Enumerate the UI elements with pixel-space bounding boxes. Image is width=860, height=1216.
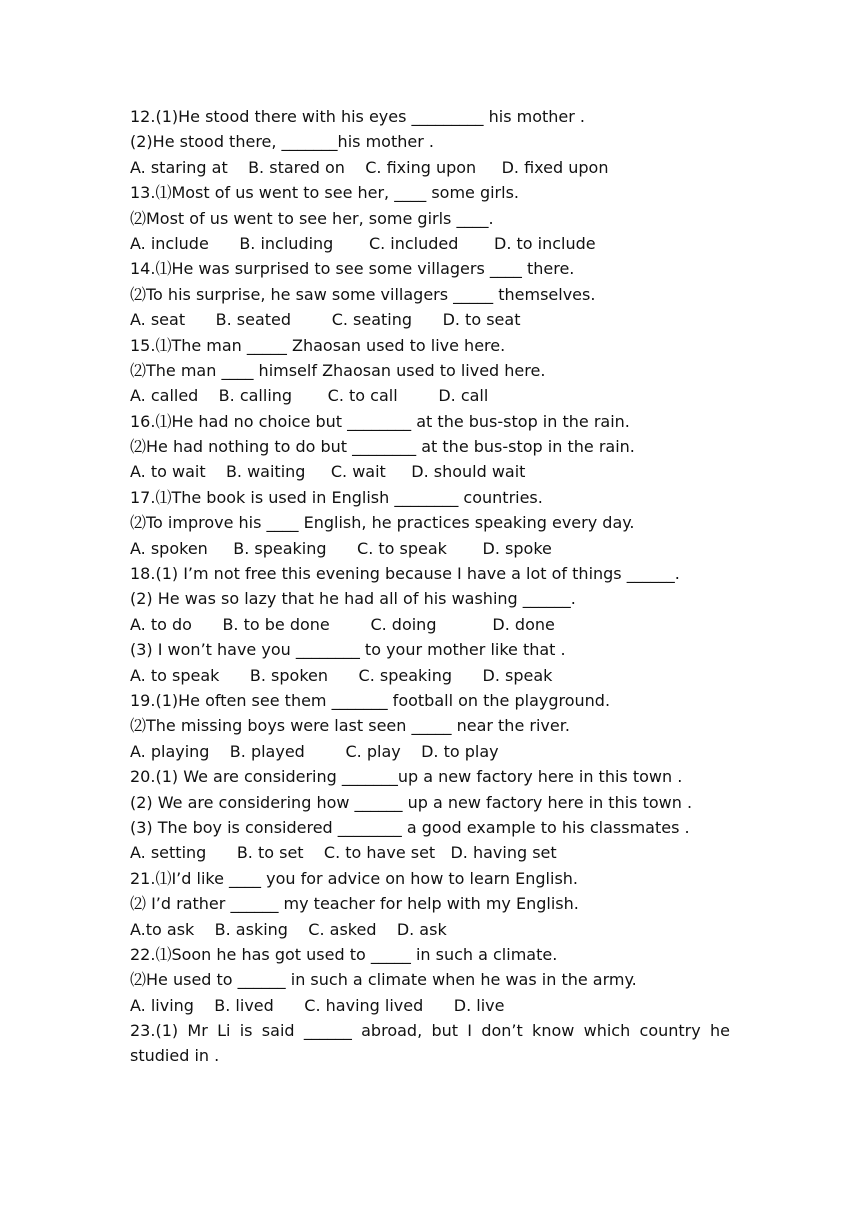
text-line: 20.(1) We are considering _______up a new factory here in this town . [130, 767, 683, 787]
text-line: ⑵He had nothing to do but ________ at the bus-stop in the rain. [130, 437, 635, 457]
answer-options: A. include B. including C. included D. to include [130, 233, 596, 253]
text-line: 16.⑴He had no choice but ________ at the bus-stop in the rain. [130, 411, 630, 431]
answer-options: A. living B. lived C. having lived D. live [130, 995, 505, 1015]
exercise-text [130, 104, 730, 1069]
text-line: 19.(1)He often see them _______ football on the playground. [130, 690, 611, 710]
text-line: 15.⑴The man _____ Zhaosan used to live here. [130, 335, 506, 355]
text-line: ⑵The missing boys were last seen _____ near the river. [130, 716, 570, 736]
text-line: 14.⑴He was surprised to see some villagers ____ there. [130, 259, 575, 279]
text-line: (2) He was so lazy that he had all of his washing ______. [130, 589, 576, 609]
text-line: ⑵Most of us went to see her, some girls ____. [130, 208, 494, 228]
text-line: ⑵The man ____ himself Zhaosan used to lived here. [130, 360, 546, 380]
text-line: (3) I won’t have you ________ to your mother like that . [130, 640, 566, 660]
answer-options: A. staring at B. stared on C. fixing upon D. fixed upon [130, 157, 609, 177]
answer-options: A. spoken B. speaking C. to speak D. spoke [130, 538, 552, 558]
answer-options: A. seat B. seated C. seating D. to seat [130, 310, 521, 330]
text-line: ⑵ I’d rather ______ my teacher for help with my English. [130, 894, 579, 914]
text-line: 21.⑴I’d like ____ you for advice on how to learn English. [130, 868, 579, 888]
answer-options: A. to speak B. spoken C. speaking D. speak [130, 665, 553, 685]
text-line: 22.⑴Soon he has got used to _____ in such a climate. [130, 944, 558, 964]
answer-options: A. playing B. played C. play D. to play [130, 741, 499, 761]
text-line: (2) We are considering how ______ up a new factory here in this town . [130, 792, 693, 812]
answer-options: A. called B. calling C. to call D. call [130, 386, 489, 406]
text-line: 13.⑴Most of us went to see her, ____ some girls. [130, 183, 520, 203]
text-line: ⑵To improve his ____ English, he practices speaking every day. [130, 513, 635, 533]
text-line: (2)He stood there, _______his mother . [130, 132, 434, 152]
question-23-line-1: 23.(1) Mr Li is said ______ abroad, but I don’t know which country he [130, 1021, 730, 1041]
text-line: 17.⑴The book is used in English ________ countries. [130, 487, 543, 507]
text-line: 12.(1)He stood there with his eyes _________ his mother . [130, 107, 586, 126]
text-line: 18.(1) I’m not free this evening because I have a lot of things ______. [130, 564, 680, 584]
text-line: ⑵To his surprise, he saw some villagers _____ themselves. [130, 284, 596, 304]
answer-options: A.to ask B. asking C. asked D. ask [130, 919, 447, 939]
answer-options: A. to wait B. waiting C. wait D. should wait [130, 462, 526, 482]
answer-options: A. to do B. to be done C. doing D. done [130, 614, 555, 634]
answer-options: A. setting B. to set C. to have set D. having set [130, 843, 557, 863]
question-23-line-2: studied in . [130, 1046, 220, 1066]
text-line: ⑵He used to ______ in such a climate when he was in the army. [130, 970, 637, 990]
text-line: (3) The boy is considered ________ a good example to his classmates . [130, 817, 690, 837]
